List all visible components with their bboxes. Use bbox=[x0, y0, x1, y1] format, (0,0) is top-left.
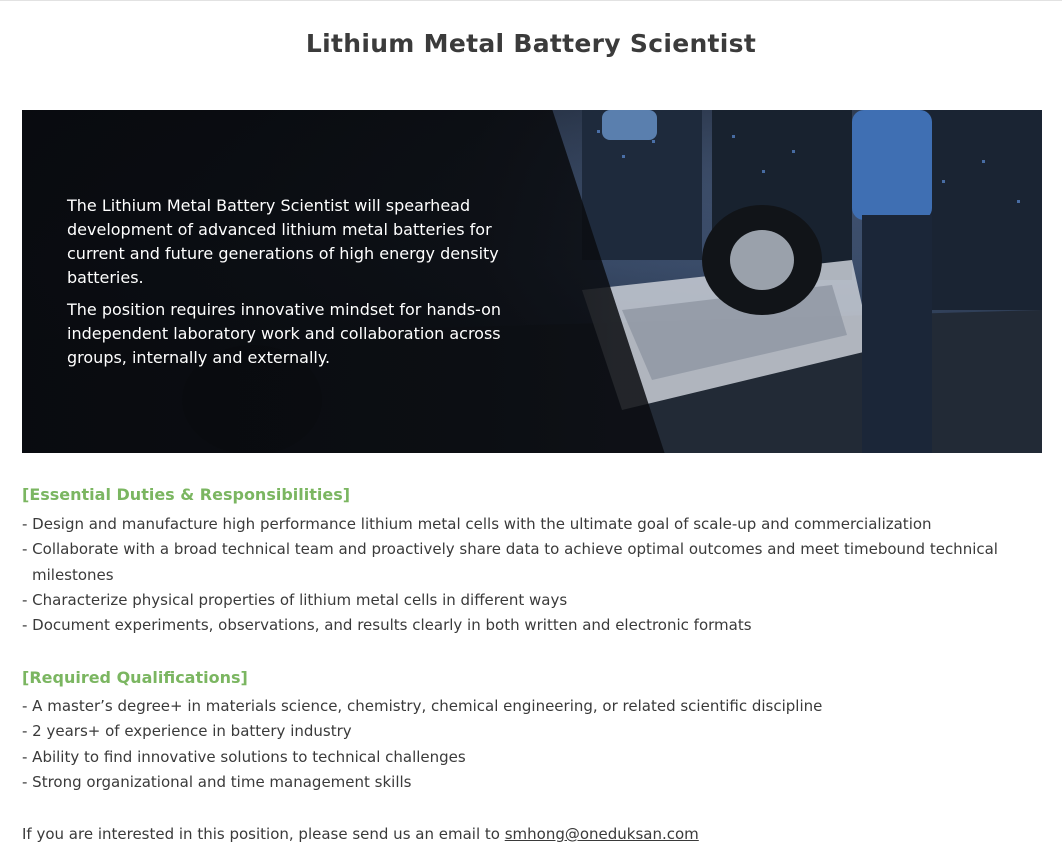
qualifications-heading: [Required Qualifications] bbox=[22, 668, 248, 687]
hero-paragraph-1: The Lithium Metal Battery Scientist will spearhead development of advanced lithium metal batteries for current and future generations of high energy density batteries. bbox=[67, 196, 499, 287]
qualification-item: - Strong organizational and time management skills bbox=[22, 772, 412, 791]
hero-paragraph-2: The position requires innovative mindset for hands-on independent laboratory work and collaboration across groups, internally and externally. bbox=[67, 300, 502, 367]
qualification-item: - A master’s degree+ in materials science, chemistry, chemical engineering, or related scientific discipline bbox=[22, 697, 823, 715]
duty-item: - Design and manufacture high performance lithium metal cells with the ultimate goal of scale-up and commercialization bbox=[22, 515, 932, 533]
hero-text-block bbox=[67, 194, 547, 378]
contact-email-link[interactable]: smhong@oneduksan.com bbox=[504, 825, 699, 843]
page-title: Lithium Metal Battery Scientist bbox=[305, 28, 757, 58]
duty-item: - Characterize physical properties of lithium metal cells in different ways bbox=[22, 590, 568, 609]
contact-line bbox=[22, 825, 699, 843]
qualifications-list bbox=[22, 694, 1047, 795]
duty-item: - Document experiments, observations, and results clearly in both written and electronic formats bbox=[22, 616, 752, 635]
duties-list bbox=[22, 512, 1047, 638]
contact-text: If you are interested in this position, please send us an email to bbox=[22, 825, 505, 843]
top-divider bbox=[0, 0, 1062, 1]
duty-item: - Collaborate with a broad technical team and proactively share data to achieve optimal outcomes and meet timebound technical milestones bbox=[22, 540, 998, 584]
qualification-item: - 2 years+ of experience in battery industry bbox=[22, 722, 352, 741]
qualification-item: - Ability to find innovative solutions to technical challenges bbox=[22, 747, 466, 766]
hero-banner bbox=[22, 110, 1042, 453]
duties-heading: [Essential Duties & Responsibilities] bbox=[22, 485, 351, 504]
